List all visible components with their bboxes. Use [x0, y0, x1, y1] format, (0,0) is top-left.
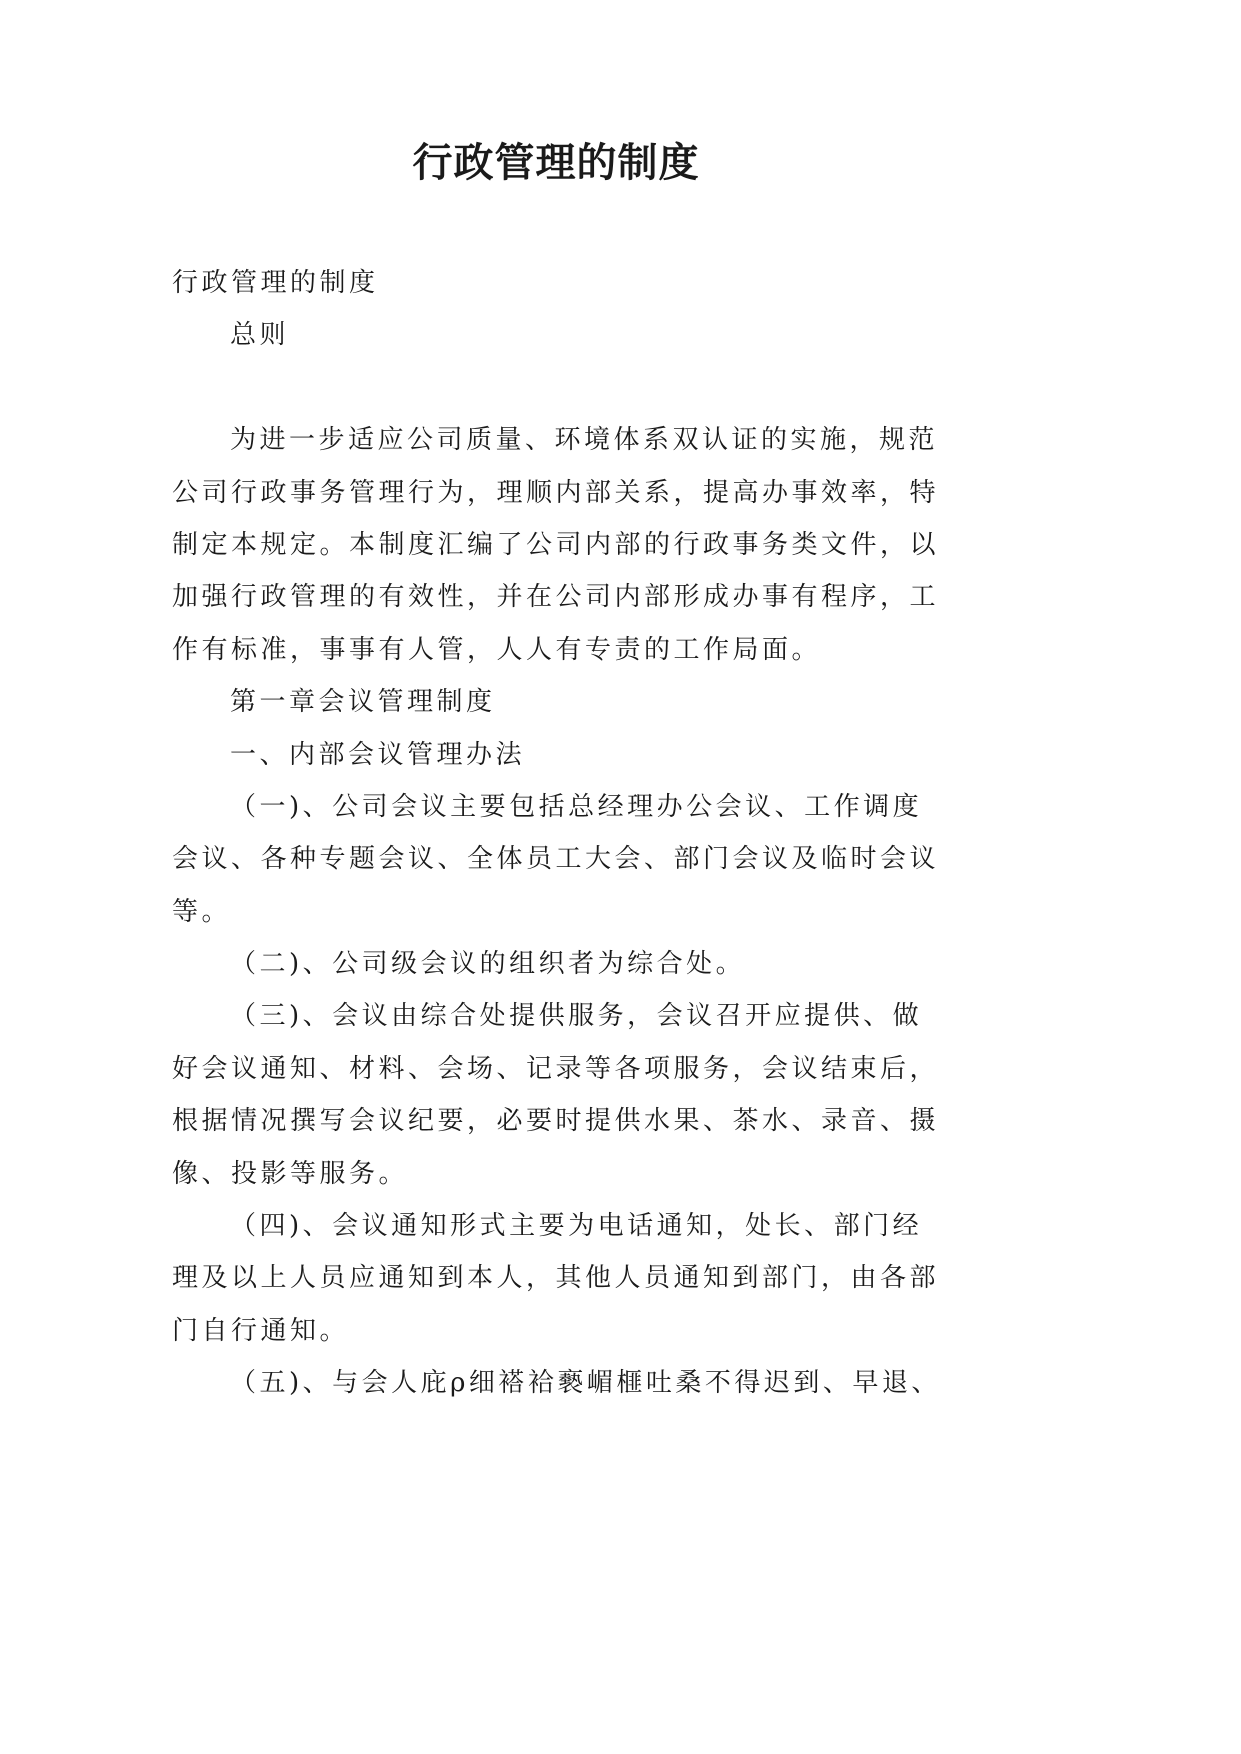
paragraph-item-1: [172, 781, 972, 938]
text-line: 总则: [230, 320, 290, 351]
text-line: 根据情况撰写会议纪要，必要时提供水果、茶水、录音、摄: [172, 1106, 940, 1137]
text-line: 作有标准，事事有人管，人人有专责的工作局面。: [172, 634, 822, 665]
text-line: 门自行通知。: [172, 1315, 350, 1346]
text-line: 等。: [172, 896, 232, 927]
text-line: 公司行政事务管理行为，理顺内部关系，提高办事效率，特: [172, 477, 940, 508]
paragraph-item-5: [172, 1357, 972, 1409]
document-title: 行政管理的制度: [412, 139, 700, 186]
paragraph-heading: [172, 257, 972, 309]
text-line: （三)、会议由综合处提供服务，会议召开应提供、做: [230, 1001, 923, 1032]
paragraph-item-3: [172, 990, 972, 1200]
text-line: 第一章会议管理制度: [230, 687, 496, 718]
text-line: 一、内部会议管理办法: [230, 739, 526, 770]
text-line: 理及以上人员应通知到本人，其他人员通知到部门，由各部: [172, 1263, 940, 1294]
text-line: 像、投影等服务。: [172, 1158, 409, 1189]
paragraph-general-provisions: [172, 309, 972, 361]
text-line: 为进一步适应公司质量、环境体系双认证的实施，规范: [230, 425, 939, 456]
text-line: 制定本规定。本制度汇编了公司内部的行政事务类文件，以: [172, 529, 940, 560]
paragraph-item-4: [172, 1200, 972, 1357]
paragraph-intro: [172, 414, 972, 676]
text-line: （四)、会议通知形式主要为电话通知，处长、部门经: [230, 1211, 923, 1242]
text-line: 行政管理的制度: [172, 268, 379, 298]
document-body: [172, 257, 972, 1410]
text-line: 会议、各种专题会议、全体员工大会、部门会议及临时会议: [172, 844, 940, 875]
text-line: 好会议通知、材料、会场、记录等各项服务，会议结束后，: [172, 1053, 940, 1084]
text-line: （五)、与会人庇ρ细褡袷褻嵋榧吐桑不得迟到、早退、: [230, 1368, 941, 1399]
paragraph-item-2: [172, 938, 972, 990]
section-heading: [172, 729, 972, 781]
chapter-heading: [172, 676, 972, 728]
text-line: （一)、公司会议主要包括总经理办公会议、工作调度: [230, 791, 923, 822]
text-line: 加强行政管理的有效性，并在公司内部形成办事有程序，工: [172, 582, 940, 613]
text-line: （二)、公司级会议的组织者为综合处。: [230, 949, 746, 980]
